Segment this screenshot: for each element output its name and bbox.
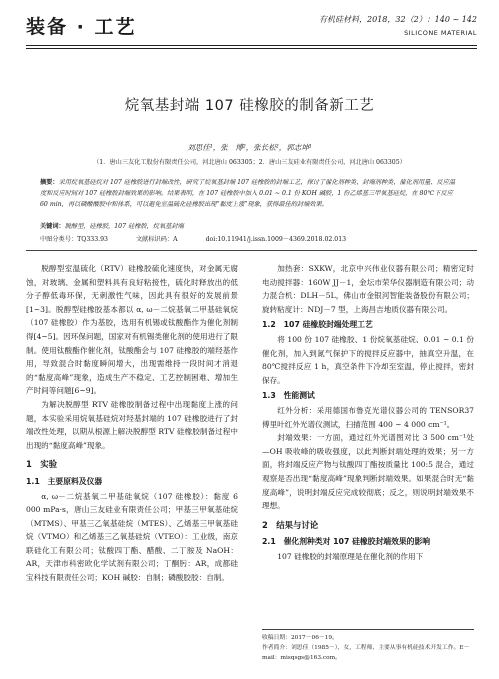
materials-paragraph: α, ω－二烷基氧二甲基硅氧烷（107 硅橡胶）：黏度 6 000 mPa·s，唐山三友硅业有限责任公司；甲基三甲氧基硅烷（MTMS）、甲基三乙氧基硅烷（MTES）、乙烯基三甲氧基硅烷（VTMO）和乙烯基三乙氧基硅烷（VTEO）：工业级，南京联硅化工有限公司；钛酸四丁酯、醋酸、二丁胺及 NaOH：AR，天津市科密欧化学试剂有限公司；丁酮肟：AR，成都硅宝科技有限责任公司；KOH 碱胶：自制；磷酸胶胶：自制。	[26, 491, 238, 583]
subsection-heading-testing: 1.3 性能测试	[262, 391, 315, 401]
keywords	[40, 221, 458, 230]
received-date: 收稿日期：2017－06－19。	[262, 635, 338, 641]
preparation-paragraph: 将 100 份 107 硅橡胶、1 份烷氧基硅烷、0.01 ~ 0.1 份催化剂，加入到氮气保护下的搅拌反应器中，抽真空升温，在 80℃搅拌反应 1 h，真空条件下冷却至室温，停止搅拌，密封保存。	[262, 334, 474, 385]
document-code: 文献标识码：A	[135, 236, 178, 243]
doi: doi:10.11941/j.issn.1009－4369.2018.02.013	[205, 236, 347, 243]
abstract	[40, 177, 458, 210]
keywords-text: 脱醇型，硅橡胶，107 硅橡胶，烷氧基封端	[64, 223, 184, 230]
body-column-right	[262, 262, 474, 563]
header-rule	[26, 45, 477, 46]
testing-paragraph: 封端效果：一方面，通过红外光谱图对比 3 500 cm⁻¹处—OH 吸收峰的吸收强度，以此判断封端处理的效果；另一方面，将封端反应产物与钛酸四丁酯按质量比 100:5 混合，通过观察是否出现“黏度高峰”现象判断封端效果。如果混合时无“黏度高峰”，说明封端反应完成较彻底；反之，则说明封端效果不理想。	[262, 433, 474, 511]
footnote	[262, 629, 474, 663]
catalyst-paragraph: 107 硅橡胶的封端原理是在催化剂的作用下	[277, 551, 424, 561]
section-label: 装备 · 工艺	[26, 16, 137, 38]
article-title: 烷氧基封端 107 硅橡胶的制备新工艺	[124, 98, 375, 114]
journal-name-en: SILICONE MATERIAL	[404, 29, 477, 37]
clc-number: 中图分类号：TQ333.93	[40, 236, 108, 243]
author-bio: 作者简介：刘思佳（1985－），女，工程师，主要从事有机硅技术开发工作。E－mail：misqsgs@163.com。	[262, 645, 470, 661]
intro-paragraph: 脱醇型室温硫化（RTV）硅橡胶硫化速度快，对金属无腐蚀，对玻璃、金属和塑料具有良好粘接性，硫化时释放出的低分子醇低毒环保，无刺激性气味，因此具有很好的发展前景[1~3]。脱醇型硅橡胶基本都以 α, ω－二烷基氧二甲基硅氧烷（107 硅橡胶）作为基胶，选用有机锡或钛酸酯作为催化剂制得[4~5]。因环保问题，国家对有机锡类催化剂的使用进行了限制。使用钛酸酯作催化剂，钛酸酯会与 107 硅橡胶的端羟基作用，导致混合时黏度瞬间增大，出现需维持一段时间才消退的“黏度高峰”现象，造成生产不稳定、工艺控制困难、增加生产时间等问题[6~9]。	[26, 264, 238, 396]
abstract-divider	[26, 250, 477, 251]
running-header	[26, 10, 477, 52]
affiliations: （1．唐山三友化工股份有限责任公司，河北唐山 063305；2．唐山三友硅业有限责任公司，河北唐山 063305）	[93, 159, 406, 166]
body-column-left	[26, 262, 238, 585]
instruments-paragraph: 加热套：SXKW，北京中兴伟业仪器有限公司；精密定时电动搅拌器：160W JJ－1，金坛市荣华仪器制造有限公司；动力混合机：DLH－5L，佛山市金银河智能装备股份有限公司；旋转粘度计：NDJ－7 型，上海昌吉地质仪器有限公司。	[262, 264, 474, 314]
subsection-heading-preparation: 1.2 107 硅橡胶封端处理工艺	[262, 320, 373, 330]
subsection-heading-materials: 1.1 主要原料及仪器	[26, 476, 103, 486]
section-heading-results: 2 结果与讨论	[262, 519, 319, 530]
section-heading-experiment: 1 实验	[26, 459, 57, 470]
abstract-label: 摘要：	[40, 179, 59, 186]
intro-paragraph: 为解决脱醇型 RTV 硅橡胶制备过程中出现黏度上涨的问题，本实验采用烷氧基硅烷对羟基封端的 107 硅橡胶进行了封端改性处理，以期从根源上解决脱醇型 RTV 硅橡胶制备过程中出现的“黏度高峰”现象。	[26, 399, 238, 450]
keywords-label: 关键词：	[40, 223, 65, 230]
testing-paragraph: 红外分析：采用德国布鲁克光谱仪器公司的 TENSOR37 傅里叶红外光谱仪测试，扫描范围 400 ~ 4 000 cm⁻¹。	[262, 405, 474, 429]
abstract-text: 采用烷氧基硅烷对 107 硅橡胶进行封端改性，研究了烷氧基封端 107 硅橡胶的封端工艺，探讨了催化剂种类、封端剂种类、催化剂用量、反应温度和反应时间对 107 硅橡胶封端效果的影响。结果表明，在 107 硅橡胶中加入 0.01 ~ 0.1 份 KOH 碱胶，1 份乙烯基三甲氧基硅烷，在 80℃下反应 60 min，再以磷酸酸胶中和体系，可以避免室温硫化硅橡胶出现“黏度上涨”现象，获得最佳的封端效果。	[40, 179, 456, 208]
subsection-heading-catalyst: 2.1 催化剂种类对 107 硅橡胶封端效果的影响	[262, 537, 431, 547]
author-list: 刘思佳¹，张 博²，张长松²，郭志坤¹	[187, 143, 312, 152]
journal-citation: 有机硅材料，2018，32（2）：140 ~ 142	[319, 15, 477, 24]
header-rule-thin	[26, 48, 477, 49]
article-meta	[40, 234, 458, 243]
